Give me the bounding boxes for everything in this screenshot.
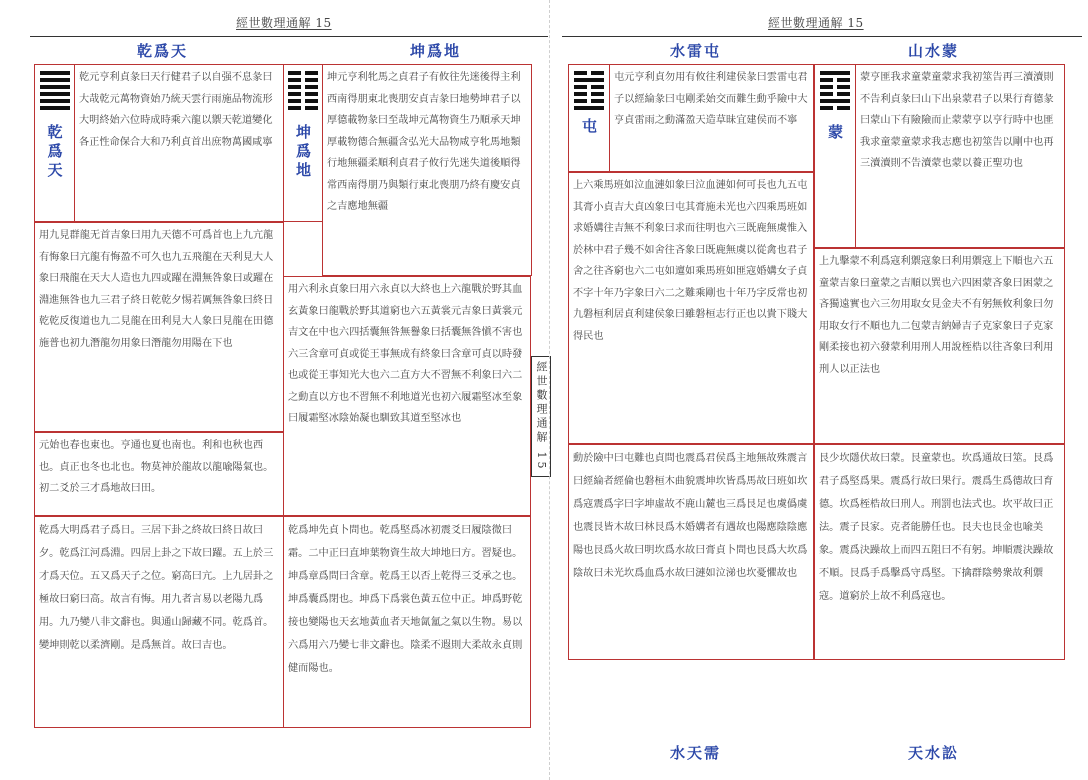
qian-commentary-a: 元始也春也東也。亨通也夏也南也。利和也秋也西也。貞正也冬也北也。物莫神於龍故以龍喩陽氣也。初二爻於三才爲地故曰田。 <box>34 432 284 516</box>
zhun-hexagram-icon <box>574 71 604 110</box>
page-gutter <box>549 0 550 780</box>
qian-judgment: 乾元亨利貞彖曰天行健君子以自强不息彖曰大哉乾元萬物資始乃統天雲行雨施品物流形大明終始六位時成時乘六龍以禦天乾道變化各正性命保合大和乃利貞首出庶物萬國咸寧 <box>74 64 284 222</box>
kun-symbol-name: 坤爲地 <box>294 124 312 181</box>
qian-hexagram-icon <box>40 71 70 110</box>
zhun-lines: 上六乘馬班如泣血漣如象曰泣血漣如何可長也九五屯其膏小貞吉大貞凶象曰屯其膏施未光也六四乘馬班如求婚媾往吉無不利象曰求而往明也六三既鹿無虞惟入於林中君子幾不如舍往吝象曰既鹿無虞以從禽也君子舍之往吝窮也六二屯如邅如乘馬班如匪寇婚媾女子貞不字十年乃字象曰六二之難乘剛也十年乃字反常也初九磐桓利居貞利建侯象曰雖磐桓志行正也以貴下賤大得民也 <box>568 172 814 444</box>
kun-commentary: 乾爲坤先貞卜問也。乾爲堅爲冰初震爻曰履陰微曰霜。二中正曰直坤葉物資生故大坤地曰方。習疑也。坤爲章爲問曰含章。乾爲王以否上乾得三爻承之也。坤爲囊爲閉也。坤爲下爲裳色黃五位中正。坤爲野乾接也變陽也天玄地黃血者天地氤氳之氣以生物。易以六爲用六乃變七非文辭也。陰柔不遐則大柔故永貞則健而陽也。 <box>283 516 531 728</box>
meng-hexagram-icon <box>820 71 850 110</box>
meng-judgment: 蒙亨匪我求童蒙童蒙求我初筮告再三瀆瀆則不告利貞彖曰山下出泉蒙君子以果行育德彖曰蒙山下有險險而止蒙蒙亨以亨行時中也匪我求童蒙童蒙求我志應也初筮告以剛中也再三瀆瀆則不告瀆蒙也蒙以養正聖功也 <box>855 64 1065 248</box>
zhun-symbol-box <box>568 64 610 172</box>
meng-symbol-name: 蒙 <box>826 124 844 143</box>
zhun-commentary: 動於險中曰屯難也貞問也震爲君侯爲主地無故殊震言曰經綸者經倫也磐桓木曲貌震坤坎皆爲馬故曰班如坎爲寇震爲字曰字坤虛故不鹿山麓也三爲艮足也虞僞虞也震艮皆木故曰林艮爲木婚媾者有遇故也陽應陰陰應陽也艮爲火故曰明坎爲水故曰膏貞卜問也艮爲大坎爲陰故曰未光坎爲血爲水故曰漣如泣涕也坎憂懼故也 <box>568 444 814 660</box>
qian-symbol-name: 乾爲天 <box>45 124 64 181</box>
qian-commentary-b: 乾爲大明爲君子爲日。三居下卦之終故曰終日故曰夕。乾爲江河爲淵。四居上卦之下故曰躍。五上於三才爲天位。五又爲天子之位。窮高曰亢。上九居卦之極故曰窮曰高。故言有悔。用九者言易以老陽九爲用。九乃變八非文辭也。與通山歸藏不同。乾爲首。變坤則乾以柔濟剛。是爲無首。故曰吉也。 <box>34 516 284 728</box>
hexagram-title-meng: 山水蒙 <box>908 42 960 60</box>
meng-symbol-box <box>814 64 856 248</box>
meng-commentary: 艮少坎隱伏故曰蒙。艮童蒙也。坎爲通故曰筮。艮爲君子爲堅爲果。震爲行故曰果行。震爲生爲德故曰育德。坎爲桎梏故曰刑人。刑罰也法式也。坎平故曰正法。震子艮家。克者能勝任也。艮夫也艮金也喩美象。震爲決躁故上而四五阻曰不有躬。坤順震決躁故不順。艮爲手爲擊爲守爲堅。下擒群陰勢衆故利禦寇。道窮於上故不利爲寇也。 <box>814 444 1065 660</box>
side-tab: 經世數理通解 15 <box>531 356 551 477</box>
header-rule <box>562 36 1082 37</box>
right-page <box>552 0 1088 780</box>
kun-lines: 用六利永貞象曰用六永貞以大終也上六龍戰於野其血玄黃象曰龍戰於野其道窮也六五黃裳元吉象曰黃裳元吉文在中也六四括囊無咎無譽象曰括囊無咎愼不害也六三含章可貞或從王事無成有終象曰含章可貞以時發也或從王事知光大也六二直方大不習無不利象曰六二之動直以方也不習無不利地道光也初六履霜堅冰至象曰履霜堅冰陰始凝也馴致其道至堅冰也 <box>283 276 531 516</box>
next-hexagram-title-xu: 水天需 <box>670 744 722 762</box>
next-hexagram-title-song: 天水訟 <box>908 744 960 762</box>
qian-lines: 用九見群龍无首吉象曰用九天德不可爲首也上九亢龍有悔象曰亢龍有悔盈不可久也九五飛龍在天利見大人象曰飛龍在天大人造也九四或躍在淵無咎象曰或躍在淵進無咎也九三君子終日乾乾夕惕若厲無咎象曰終日乾乾反復道也九二見龍在田利見大人象曰見龍在田德施普也初九潛龍勿用象曰潛龍勿用陽在下也 <box>34 222 284 432</box>
zhun-judgment: 屯元亨利貞勿用有攸往利建侯彖曰雲雷屯君子以經綸彖曰屯剛柔始交而難生動乎險中大亨貞雷雨之動滿盈天造草昧宜建侯而不寧 <box>609 64 814 172</box>
running-head: 經世數理通解 15 <box>236 16 332 30</box>
header-rule <box>30 36 548 37</box>
qian-symbol-box <box>34 64 75 222</box>
kun-hexagram-icon <box>288 71 318 110</box>
kun-judgment: 坤元亨利牝馬之貞君子有攸往先迷後得主利西南得朋東北喪朋安貞吉彖曰地勢坤君子以厚德載物彖曰至哉坤元萬物資生乃順承天坤厚載物德合無疆含弘光大品物咸亨牝馬地類行地無疆柔順利貞君子攸行先迷失道後順得常西南得朋乃與類行東北喪朋乃終有慶安貞之吉應地無疆 <box>322 64 532 276</box>
zhun-symbol-name: 屯 <box>580 118 598 137</box>
running-head: 經世數理通解 15 <box>768 16 864 30</box>
meng-lines: 上九擊蒙不利爲寇利禦寇象曰利用禦寇上下順也六五童蒙吉象曰童蒙之吉順以巽也六四困蒙吝象曰困蒙之吝獨遠實也六三勿用取女見金夫不有躬無攸利象曰勿用取女行不順也九二包蒙吉納婦吉子克家象曰子克家剛柔接也初六發蒙利用刑人用說桎梏以往吝象曰利用刑人以正法也 <box>814 248 1065 444</box>
hexagram-title-zhun: 水雷屯 <box>670 42 722 60</box>
kun-symbol-box <box>283 64 323 222</box>
hexagram-title-qian: 乾爲天 <box>137 42 189 60</box>
hexagram-title-kun: 坤爲地 <box>410 42 462 60</box>
